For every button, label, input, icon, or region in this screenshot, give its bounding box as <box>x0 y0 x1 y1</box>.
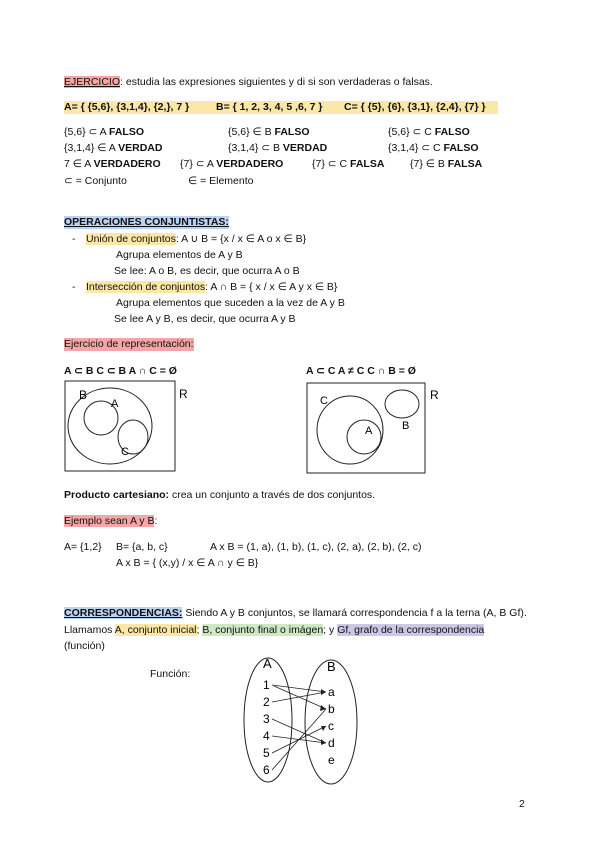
ejemplo-a: A= {1,2} <box>64 541 102 553</box>
expr-r3c3: {7} ⊂ C FALSA <box>312 158 385 170</box>
mapping-arrows <box>272 685 326 770</box>
expr-r3c4: {7} ∈ B FALSA <box>410 158 483 170</box>
codomain-element: e <box>328 753 335 767</box>
domain-element: 2 <box>263 695 270 709</box>
ejemplo-b: B= {a, b, c} <box>116 541 168 553</box>
ejemplo-title: Ejemplo sean A y B <box>64 515 155 527</box>
representacion-title: Ejercicio de representación: <box>64 338 194 350</box>
corresp-line1: CORRESPONDENCIAS: Siendo A y B conjuntos, se llamará correspondencia f a la terna (A, B Gf). <box>64 607 527 619</box>
arrow-heads <box>320 689 326 745</box>
bullet-dash: - <box>72 281 76 293</box>
domain-element: 4 <box>263 729 270 743</box>
operaciones-title: OPERACIONES CONJUNTISTAS: <box>64 216 229 228</box>
left-caption: A ⊂ B C ⊂ B A ∩ C = Ø <box>64 365 177 377</box>
expr-r2c2: {3,1,4} ⊂ B VERDAD <box>228 142 328 154</box>
union-label: Unión de conjuntos <box>86 233 176 245</box>
legend-conjunto: ⊂ = Conjunto <box>64 175 127 187</box>
domain-element: 5 <box>263 746 270 760</box>
label-r: R <box>430 388 439 402</box>
union-line: Unión de conjuntos: A ∪ B = {x / x ∈ A o x ∈ B} <box>86 233 307 245</box>
inter-read: Se lee A y B, es decir, que ocurra A y B <box>114 313 296 325</box>
corresp-line2: Llamamos A, conjunto inicial; B, conjunto final o imágen; y Gf, grafo de la correspondencia <box>64 624 485 636</box>
codomain-element: c <box>328 719 334 733</box>
label-c: C <box>320 395 328 407</box>
set-a: A= { {5,6}, {3,1,4}, {2,}, 7 } <box>64 101 190 113</box>
set-c: C= { {5}, {6}, {3,1}, {2,4}, {7} } <box>344 101 486 113</box>
codomain-element: d <box>328 736 335 750</box>
corresp-line3: (función) <box>64 640 105 652</box>
set-a-label: A <box>263 656 272 671</box>
set-b-label: B <box>327 659 336 674</box>
ejercicio-label: EJERCICIO <box>64 76 121 88</box>
union-read: Se lee: A o B, es decir, que ocurra A o B <box>114 265 300 277</box>
label-a: A <box>365 425 373 437</box>
ejemplo-title-line: Ejemplo sean A y B: <box>64 515 158 527</box>
inter-line: Intersección de conjuntos: A ∩ B = { x / x ∈ A y x ∈ B} <box>86 281 338 293</box>
corresp-title: CORRESPONDENCIAS: <box>64 607 183 619</box>
ejemplo-axb: A x B = (1, a), (1, b), (1, c), (2, a), (2, b), (2, c) <box>210 541 422 553</box>
label-b: B <box>79 388 88 402</box>
inter-label: Intersección de conjuntos <box>86 281 206 293</box>
expr-r2c3: {3,1,4} ⊂ C FALSO <box>388 142 479 154</box>
expr-r1c2: {5,6} ∈ B FALSO <box>228 126 310 138</box>
bullet-dash: - <box>72 233 76 245</box>
expr-r1c3: {5,6} ⊂ C FALSO <box>388 126 470 138</box>
funcion-label: Función: <box>150 668 191 680</box>
label-b: B <box>402 420 410 432</box>
label-r: R <box>179 387 188 401</box>
domain-element: 6 <box>263 763 270 777</box>
domain-element: 1 <box>263 678 270 692</box>
ejemplo-axb-def: A x B = { (x,y) / x ∈ A ∩ y ∈ B} <box>116 557 259 569</box>
producto-line: Producto cartesiano: crea un conjunto a través de dos conjuntos. <box>64 489 376 501</box>
expr-r3c1: 7 ∈ A VERDADERO <box>64 158 161 170</box>
expr-r3c2: {7} ⊂ A VERDADERO <box>180 158 284 170</box>
union-desc: Agrupa elementos de A y B <box>116 249 243 261</box>
expr-r2c1: {3,1,4} ∈ A VERDAD <box>64 142 163 154</box>
page-number: 2 <box>519 798 525 810</box>
set-b: B= { 1, 2, 3, 4, 5 ,6, 7 } <box>216 101 323 113</box>
ejercicio-text: : estudia las expresiones siguientes y di si son verdaderas o falsas. <box>120 76 433 88</box>
right-caption: A ⊂ C A ≠ C C ∩ B = Ø <box>306 365 416 377</box>
codomain-element: b <box>328 702 335 716</box>
codomain-element: a <box>328 685 335 699</box>
expr-r1c1: {5,6} ⊂ A FALSO <box>64 126 145 138</box>
domain-element: 3 <box>263 712 270 726</box>
legend-elemento: ∈ = Elemento <box>188 175 254 187</box>
label-a: A <box>111 398 119 410</box>
label-c: C <box>121 446 129 458</box>
inter-desc: Agrupa elementos que suceden a la vez de A y B <box>116 297 345 309</box>
